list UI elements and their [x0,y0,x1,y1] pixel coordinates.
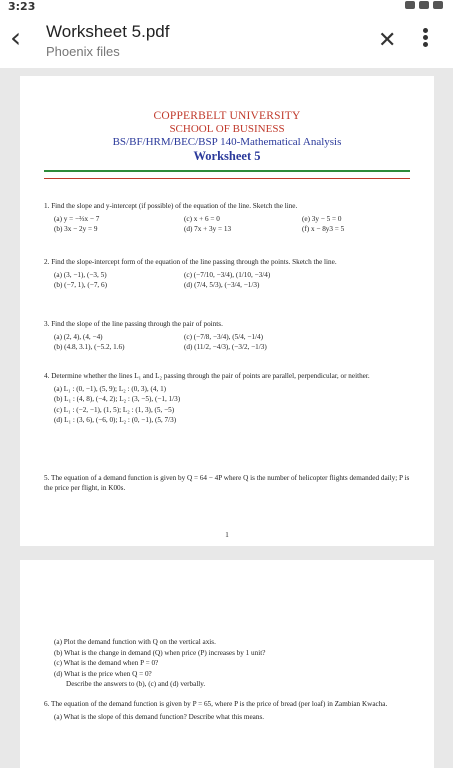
list-item: (b) L₁ : (4, 8), (−4, 2); L₂ : (3, −5), (−1, 1/3) [54,395,181,404]
title-block [46,22,169,59]
status-icons [405,1,443,9]
list-item: (c) What is the demand when P = 0? [54,659,159,668]
page-number: 1 [225,531,229,539]
list-item: (d) (11/2, −4/3), (−3/2, −1/3) [184,343,267,352]
list-item: (a) What is the slope of this demand function? Describe what this means. [54,712,265,721]
list-item: (a) L₁ : (0, −1), (5, 9); L₂ : (0, 3), (4, 1) [54,384,167,393]
question-3 [44,320,414,353]
list-item: (d) (7/4, 5/3), (−3/4, −1/3) [184,281,260,290]
status-time: 3:23 [8,0,36,13]
worksheet-title: Worksheet 5 [193,149,261,163]
list-item: (a) Plot the demand function with Q on the vertical axis. [54,638,216,646]
list-item: (e) 3y − 5 = 0 [302,214,342,223]
list-item: Describe the answers to (b), (c) and (d) verbally. [66,680,206,689]
list-item: (f) x − 8y3 = 5 [302,225,345,234]
pdf-viewer[interactable] [0,68,453,768]
pdf-page-1 [20,76,434,546]
list-item: (a) (2, 4), (4, −4) [54,332,103,341]
list-item: (b) What is the change in demand (Q) when price (P) increases by 1 unit? [54,648,266,657]
close-icon[interactable]: ✕ [378,28,397,53]
list-item: (b) (−7, 1), (−7, 6) [54,281,108,290]
question-4 [44,372,414,427]
pdf-page-2 [20,560,434,768]
university-name: COPPERBELT UNIVERSITY [153,110,301,122]
list-item: (c) x + 6 = 0 [184,214,220,223]
list-item: (c) (−7/10, −3/4), (1/10, −3/4) [184,270,271,279]
green-rule [44,170,410,172]
question-2 [44,258,414,291]
back-arrow-icon[interactable]: ‹ [10,21,22,54]
list-item: (b) 3x − 2y = 9 [54,225,98,234]
question-2-text: 2. Find the slope-intercept form of the equation of the line passing through the points. Sketch the line. [44,258,337,266]
wifi-icon [405,1,415,9]
more-options-icon[interactable] [420,26,430,52]
app-bar [0,14,453,68]
list-item: (a) (3, −1), (−3, 5) [54,270,107,279]
question-4-text: 4. Determine whether the lines L₁ and L₂ passing through the pair of points are parallel, perpendicular, or neither. [44,372,370,380]
document-title: Worksheet 5.pdf [46,22,170,41]
question-5-text: 5. The equation of a demand function is given by Q = 64 − 4P where Q is the number of helicopter flights demanded daily; P is the price per flight, in K00s. [44,474,410,492]
question-5-parts [44,638,414,691]
question-5 [44,474,414,493]
question-1 [44,202,414,235]
list-item: (b) (4.8, 3.1), (−5.2, 1.6) [54,343,125,352]
list-item: (c) (−7/8, −3/4), (5/4, −1/4) [184,332,264,341]
worksheet-header [20,76,434,164]
list-item: (d) What is the price when Q = 0? [54,669,152,678]
list-item: (d) L₁ : (3, 6), (−6, 0); L₂ : (0, −1), (5, 7/3) [54,416,177,425]
red-rule [44,178,410,179]
question-6-text: 6. The equation of the demand function is given by P = 65, where P is the price of bread (per loaf) in Zambian Kwacha. [44,700,388,708]
school-name: SCHOOL OF BUSINESS [169,123,285,135]
document-subtitle: Phoenix files [46,44,120,59]
course-name: BS/BF/HRM/BEC/BSP 140-Mathematical Analysis [112,136,342,148]
list-item: (c) L₁ : (−2, −1), (1, 5); L₂ : (1, 3), (5, −5) [54,405,175,414]
signal-icon [419,1,429,9]
question-3-text: 3. Find the slope of the line passing through the pair of points. [44,320,223,328]
question-1-text: 1. Find the slope and y-intercept (if possible) of the equation of the line. Sketch the line. [44,202,298,210]
list-item: (d) 7x + 3y = 13 [184,225,232,234]
battery-icon [433,1,443,9]
status-bar [0,0,453,14]
list-item: (a) y = −⅔x − 7 [54,214,100,223]
question-6 [44,700,414,723]
